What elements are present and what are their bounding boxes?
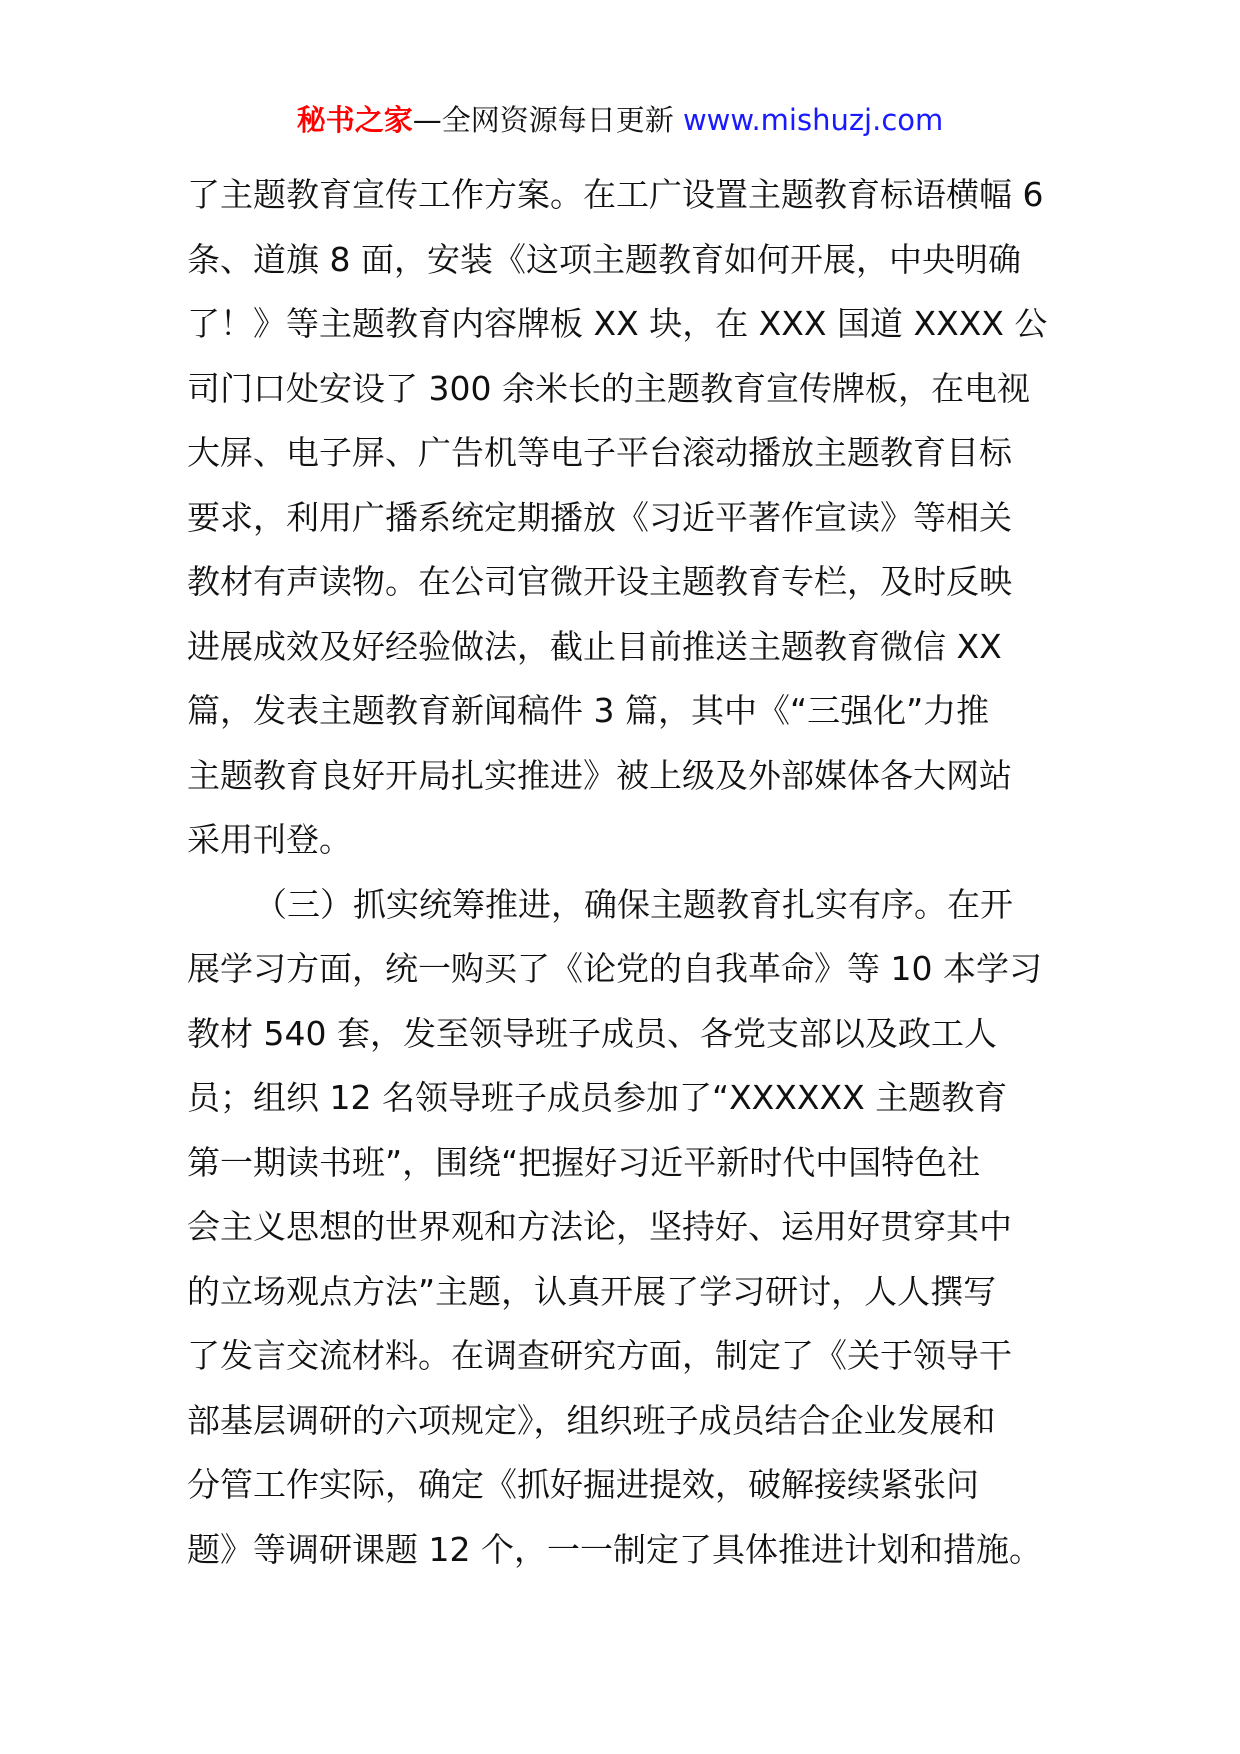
section-heading-line: （三）抓实统筹推进，确保主题教育扎实有序。在开 [254, 884, 1013, 924]
text-line: 了发言交流材料。在调查研究方面，制定了《关于领导干 [187, 1336, 1012, 1375]
text-line: 篇，发表主题教育新闻稿件 3 篇，其中《“三强化”力推 [187, 691, 990, 730]
header-brand: 秘书之家 [296, 103, 413, 137]
text-line: 要求，利用广播系统定期播放《习近平著作宣读》等相关 [187, 497, 1012, 537]
text-line: 司门口处安设了 300 余米长的主题教育宣传牌板，在电视 [187, 368, 1030, 408]
body-text [187, 163, 1058, 1582]
text-line: 的立场观点方法”主题，认真开展了学习研讨，人人撰写 [187, 1271, 997, 1311]
text-line: 第一期读书班”，围绕“把握好习近平新时代中国特色社 [187, 1142, 981, 1182]
text-line: 会主义思想的世界观和方法论，坚持好、运用好贯穿其中 [187, 1207, 1012, 1246]
text-line: 员；组织 12 名领导班子成员参加了“XXXXXX 主题教育 [187, 1078, 1008, 1117]
text-line: 了！》等主题教育内容牌板 XX 块，在 XXX 国道 XXXX 公 [187, 304, 1048, 343]
text-line: 分管工作实际，确定《抓好掘进提效，破解接续紧张问 [187, 1465, 979, 1504]
text-line: 部基层调研的六项规定》，组织班子成员结合企业发展和 [187, 1400, 996, 1440]
page-header [0, 100, 1240, 140]
text-line: 大屏、电子屏、广告机等电子平台滚动播放主题教育目标 [187, 433, 1012, 472]
text-line: 教材 540 套，发至领导班子成员、各党支部以及政工人 [187, 1013, 997, 1053]
header-slogan: —全网资源每日更新 [412, 103, 683, 137]
text-line: 了主题教育宣传工作方案。在工广设置主题教育标语横幅 6 [187, 175, 1044, 214]
text-line: 题》等调研课题 12 个，一一制定了具体推进计划和措施。 [187, 1529, 1042, 1569]
text-line: 展学习方面，统一购买了《论党的自我革命》等 10 本学习 [187, 949, 1042, 988]
text-line: 主题教育良好开局扎实推进》被上级及外部媒体各大网站 [187, 755, 1012, 795]
text-line: 进展成效及好经验做法，截止目前推送主题教育微信 XX [187, 626, 1002, 666]
header-site-link[interactable]: www.mishuzj.com [682, 103, 944, 137]
text-line: 条、道旗 8 面，安装《这项主题教育如何开展，中央明确 [187, 239, 1021, 279]
text-line: 教材有声读物。在公司官微开设主题教育专栏，及时反映 [187, 562, 1012, 601]
text-line: 采用刊登。 [187, 820, 352, 859]
